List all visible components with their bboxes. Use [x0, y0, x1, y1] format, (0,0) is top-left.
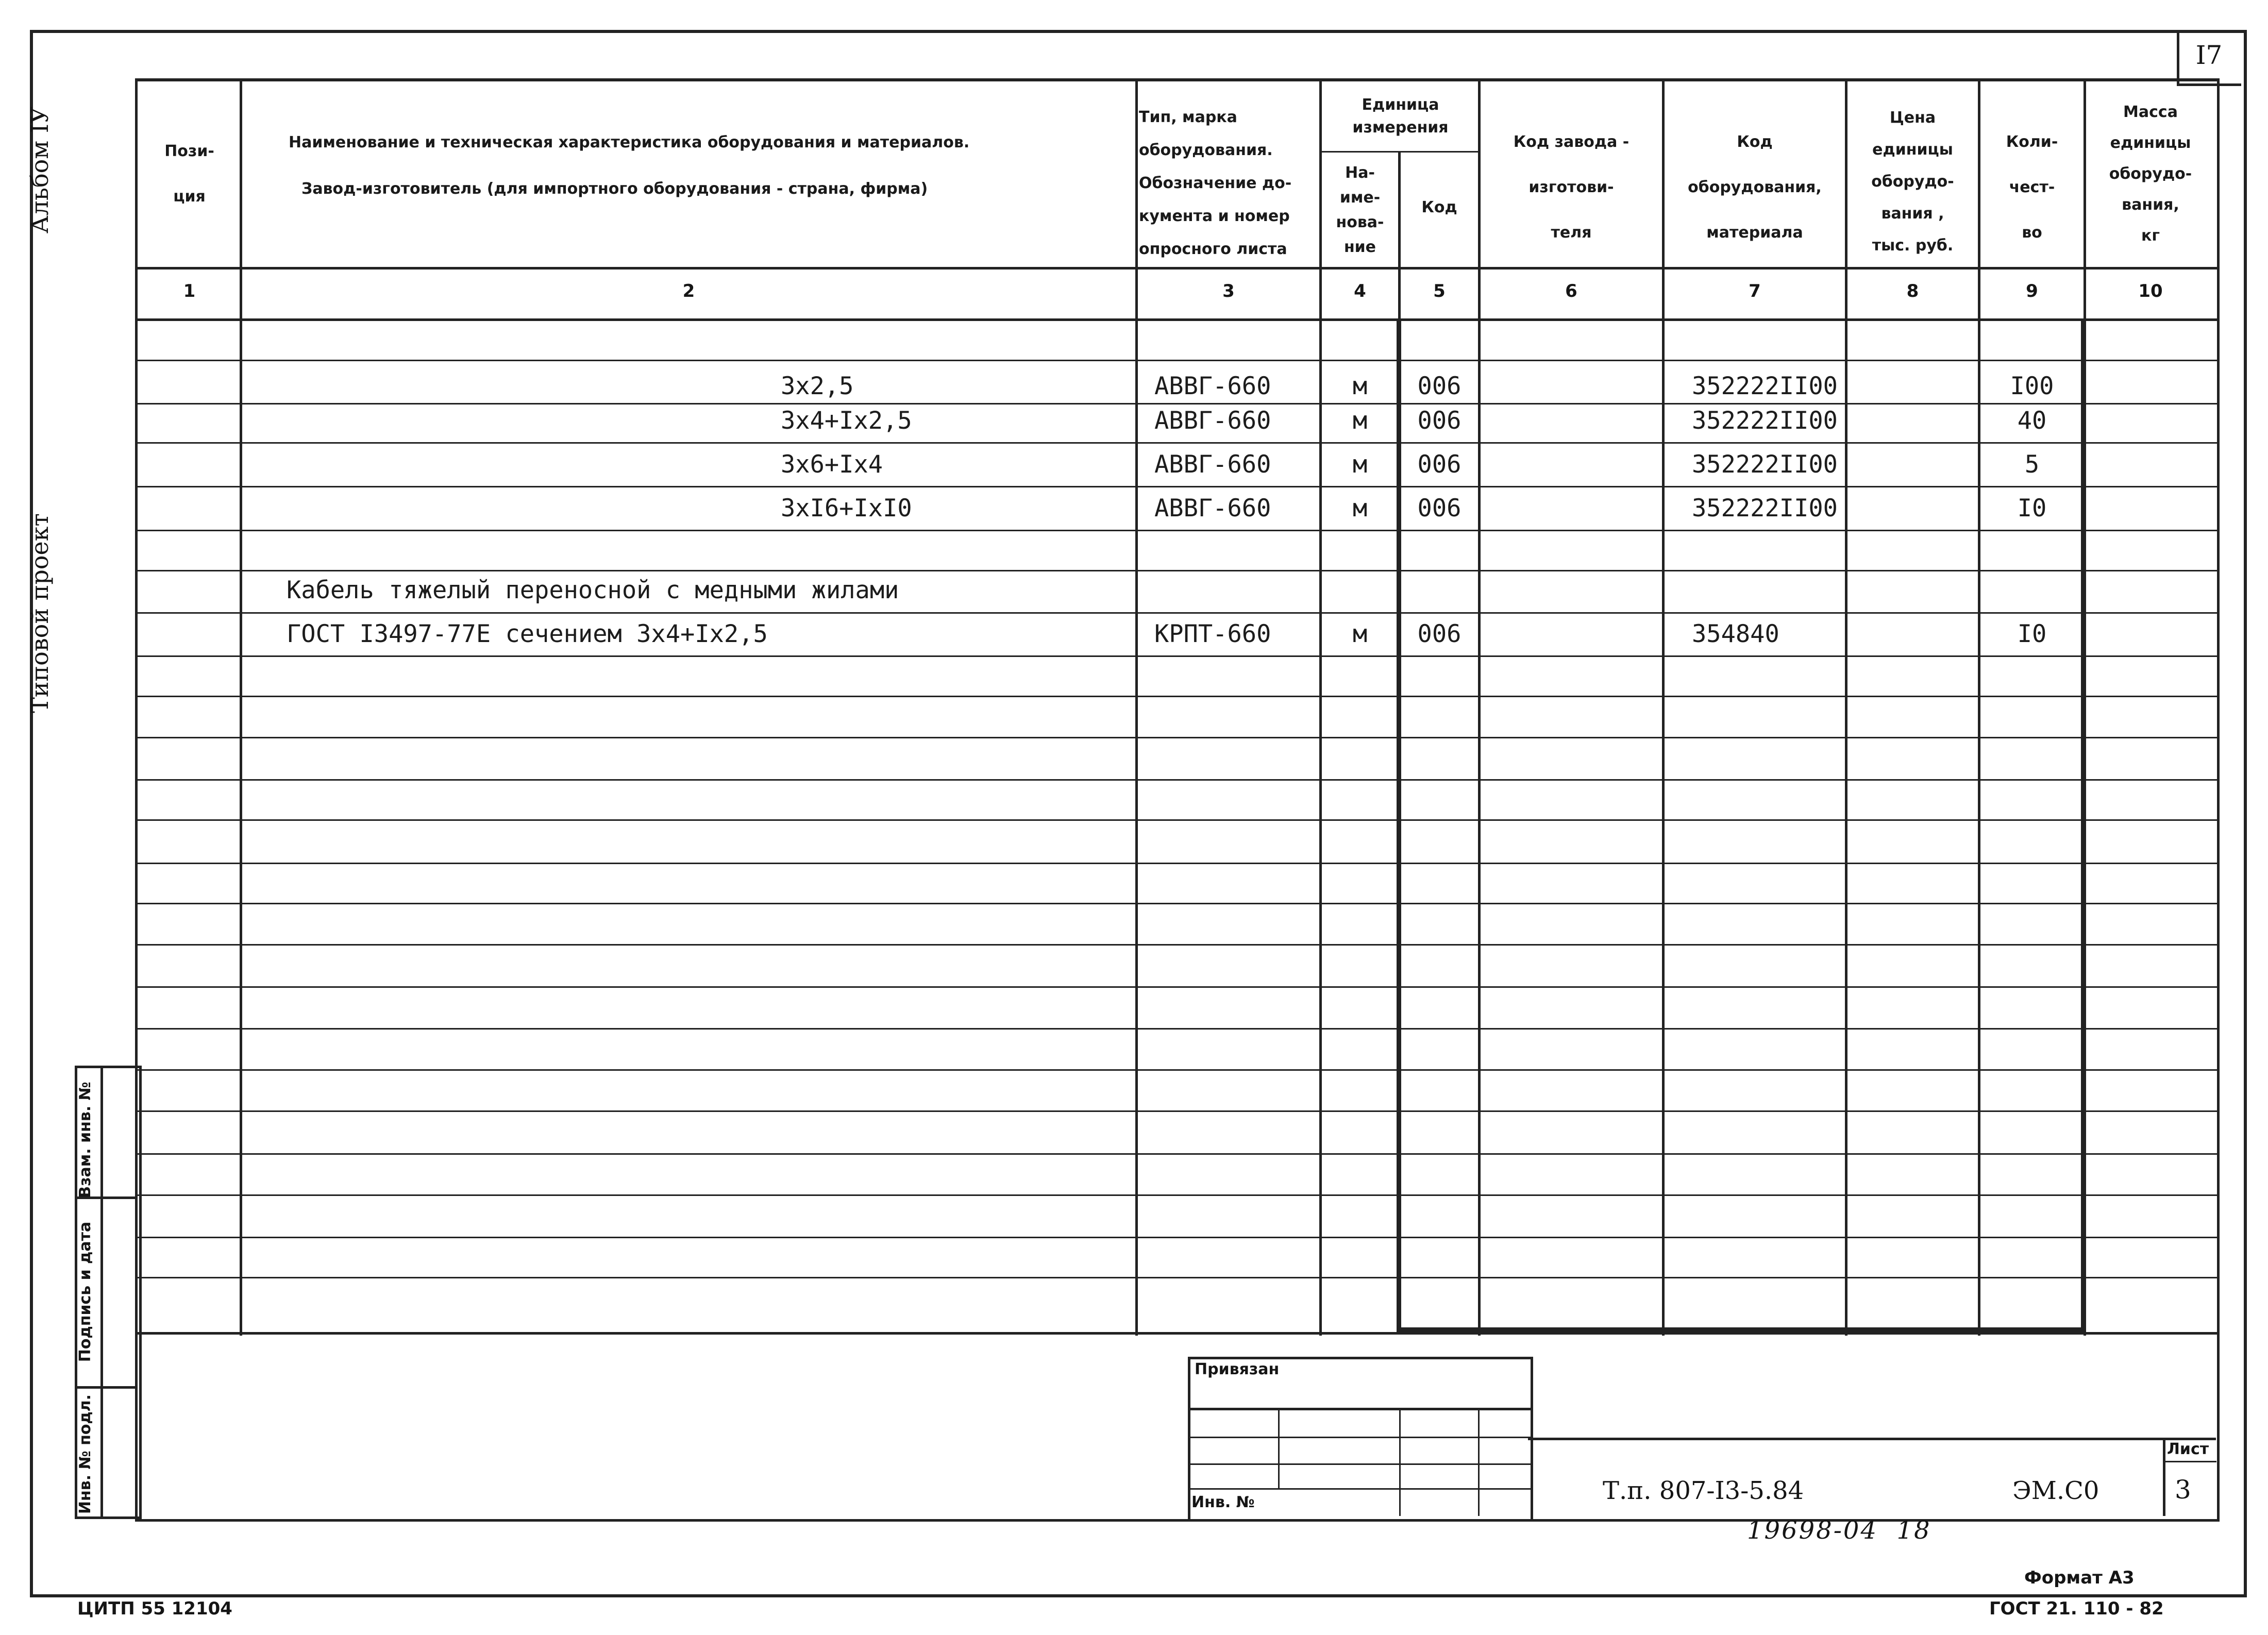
row-line	[135, 655, 2217, 657]
handwritten-number: 19698-04 18	[1747, 1516, 1931, 1545]
colnum-10: 10	[2138, 281, 2163, 301]
stamp-podpis-label: Подпись и дата	[76, 1221, 94, 1362]
row-equip-code: 352222II00	[1692, 494, 1838, 522]
privyazan-col	[1478, 1408, 1480, 1516]
list-label: Лист	[2167, 1440, 2209, 1458]
hdr-name-line2: Завод-изготовитель (для импортного оборудования - страна, фирма)	[301, 180, 928, 198]
row-line	[135, 986, 2217, 988]
row-line	[135, 1110, 2217, 1112]
col-line-7	[1845, 78, 1847, 1336]
inv-no-label: Инв. №	[1191, 1493, 1255, 1511]
hdr-equip-code: Код оборудования, материала	[1688, 133, 1822, 242]
project-label: Типовой проект	[26, 513, 54, 713]
hdr-unit-top: Единица измерения	[1352, 96, 1449, 137]
row-line	[135, 530, 2217, 531]
list-box-split	[2163, 1461, 2216, 1462]
row-code: 006	[1417, 494, 1461, 522]
colnum-3: 3	[1222, 281, 1235, 301]
row-qty: 40	[2017, 407, 2047, 435]
doc-code: Т.п. 807-I3-5.84	[1603, 1476, 1804, 1505]
col-line-3	[1319, 78, 1322, 1336]
row-type: АВВГ-660	[1154, 450, 1271, 479]
row-line	[135, 1028, 2217, 1030]
colnum-2: 2	[682, 281, 695, 301]
row-equip-code: 352222II00	[1692, 407, 1838, 435]
footer-format: Формат А3	[2024, 1567, 2135, 1588]
hdr-unit-code: Код	[1421, 198, 1457, 216]
row-type: АВВГ-660	[1154, 494, 1271, 522]
row-line	[135, 1237, 2217, 1238]
colnum-8: 8	[1906, 281, 1919, 301]
bold-box-bottom	[1397, 1327, 2086, 1332]
row-line	[135, 1277, 2217, 1278]
colnum-bottom-line	[135, 318, 2217, 321]
row-line	[135, 903, 2217, 904]
hdr-position: Пози- ция	[164, 142, 214, 206]
row-line	[135, 779, 2217, 781]
row-unit: м	[1352, 620, 1368, 648]
row-line	[135, 1153, 2217, 1155]
privyazan-label: Привязан	[1195, 1360, 1280, 1378]
row-type: АВВГ-660	[1154, 372, 1271, 400]
header-bottom-line	[135, 267, 2217, 269]
footer-gost: ГОСТ 21. 110 - 82	[1989, 1598, 2164, 1619]
hdr-price: Цена единицы оборудо- вания , тыс. руб.	[1871, 109, 1954, 255]
row-name: 3х4+Iх2,5	[781, 407, 912, 435]
row-line	[135, 442, 2217, 444]
row-unit: м	[1352, 450, 1368, 479]
col-line-2	[1135, 78, 1138, 1336]
side-stamp-divider	[100, 1066, 103, 1516]
col-line-1	[240, 78, 242, 1336]
row-code: 006	[1417, 620, 1461, 648]
row-name: ГОСТ I3497-77Е сечением 3х4+Iх2,5	[287, 620, 768, 648]
row-line	[135, 819, 2217, 821]
row-line	[135, 570, 2217, 571]
colnum-9: 9	[2026, 281, 2038, 301]
colnum-6: 6	[1565, 281, 1577, 301]
col-line-8	[1978, 78, 1980, 1336]
row-name: 3х6+Iх4	[781, 450, 883, 479]
col-line-5	[1478, 78, 1481, 1336]
title-top-line	[1528, 1438, 2216, 1440]
doc-mark: ЭМ.С0	[2012, 1476, 2099, 1505]
row-equip-code: 354840	[1692, 620, 1779, 648]
hdr-type: Тип, марка оборудования. Обозначение до- кумента и номер опросного листа	[1139, 108, 1292, 258]
row-qty: I00	[2010, 372, 2054, 400]
album-label: Альбом IУ	[26, 106, 54, 234]
colnum-4: 4	[1354, 281, 1366, 301]
hdr-unit-name: На- име- нова- ние	[1336, 164, 1384, 256]
row-name: 3хI6+IхI0	[781, 494, 912, 522]
privyazan-col	[1278, 1408, 1280, 1489]
row-equip-code: 352222II00	[1692, 372, 1838, 400]
colnum-5: 5	[1433, 281, 1446, 301]
row-line	[135, 1194, 2217, 1196]
row-line	[135, 944, 2217, 946]
row-line	[135, 612, 2217, 614]
stamp-vzam-label: Взам. инв. №	[76, 1082, 94, 1198]
list-box-left	[2163, 1438, 2165, 1516]
privyazan-col	[1399, 1408, 1401, 1516]
corner-sheet-number: I7	[2195, 40, 2223, 70]
row-name: 3х2,5	[781, 372, 854, 400]
list-number: 3	[2175, 1475, 2191, 1505]
row-unit: м	[1352, 407, 1368, 435]
colnum-7: 7	[1749, 281, 1761, 301]
hdr-mass: Масса единицы оборудо- вания, кг	[2109, 103, 2192, 245]
row-code: 006	[1417, 450, 1461, 479]
row-line	[135, 696, 2217, 697]
hdr-plant-code: Код завода - изготови- теля	[1513, 133, 1629, 242]
row-code: 006	[1417, 407, 1461, 435]
row-qty: I0	[2017, 620, 2047, 648]
row-qty: 5	[2024, 450, 2040, 479]
row-line	[135, 737, 2217, 738]
row-line	[135, 360, 2217, 361]
row-unit: м	[1352, 372, 1368, 400]
row-line	[135, 403, 2217, 404]
row-line	[135, 486, 2217, 487]
hdr-name-line1: Наименование и техническая характеристика оборудования и материалов.	[289, 133, 970, 151]
stamp-inv-label: Инв. № подл.	[76, 1394, 94, 1514]
row-qty: I0	[2017, 494, 2047, 522]
colnum-1: 1	[183, 281, 196, 301]
row-name: Кабель тяжелый переносной с медными жилами	[287, 576, 899, 604]
body-bottom-line	[135, 1332, 2217, 1335]
footer-left: ЦИТП 55 12104	[77, 1598, 232, 1619]
row-line	[135, 1069, 2217, 1071]
row-code: 006	[1417, 372, 1461, 400]
row-equip-code: 352222II00	[1692, 450, 1838, 479]
col-line-6	[1662, 78, 1665, 1336]
hdr-quantity: Коли- чест- во	[2006, 133, 2058, 242]
row-unit: м	[1352, 494, 1368, 522]
row-line	[135, 863, 2217, 864]
row-type: КРПТ-660	[1154, 620, 1271, 648]
row-type: АВВГ-660	[1154, 407, 1271, 435]
